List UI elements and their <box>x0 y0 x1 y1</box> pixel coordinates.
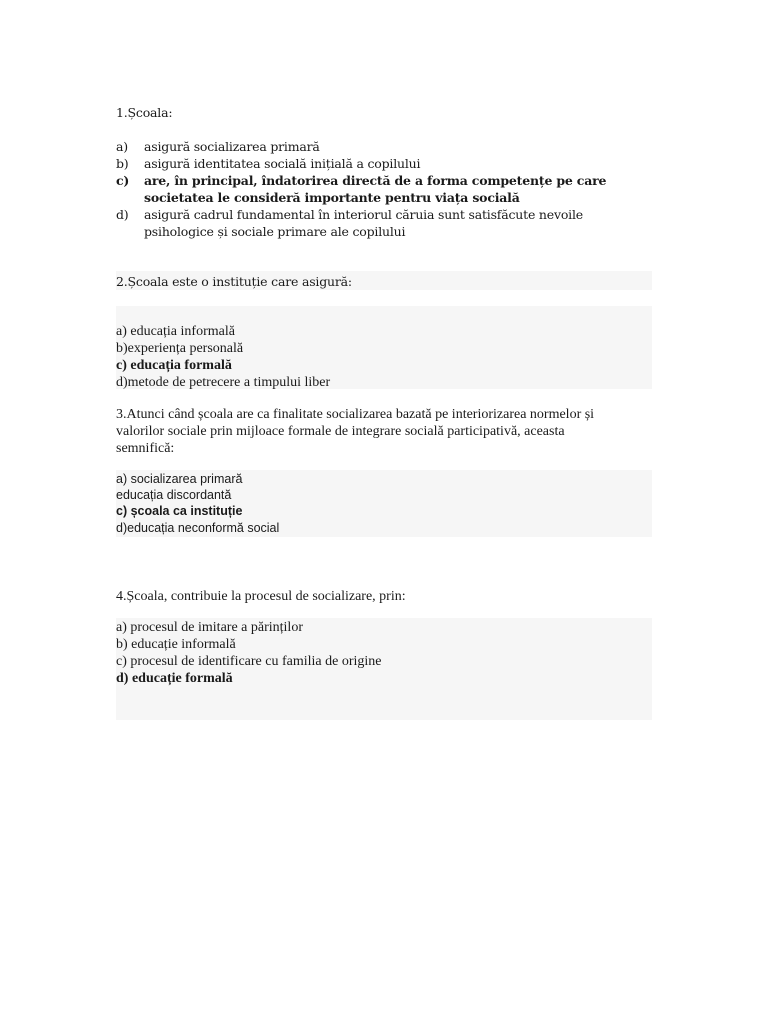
q1-option-c <box>116 172 607 189</box>
q4-option-c: c) procesul de identificare cu familia de origine <box>116 654 382 669</box>
q2-title: 2.Școala este o instituție care asigură: <box>116 274 352 289</box>
q2-option-d: d)metode de petrecere a timpului liber <box>116 375 331 390</box>
q2-option-a: a) educația informală <box>116 324 235 339</box>
q1-option-b <box>116 155 421 172</box>
q4-option-b: b) educație informală <box>116 637 236 652</box>
q1-title: 1.Școala: <box>116 105 173 120</box>
q3-option-a: a) socializarea primară <box>116 472 243 486</box>
q3-option-b: educația discordantă <box>116 488 232 502</box>
q1-option-a-text: asigură socializarea primară <box>144 139 320 154</box>
q1-option-d-text: asigură cadrul fundamental în interiorul căruia sunt satisfăcute nevoile <box>144 207 583 222</box>
q1-option-c-label: c) <box>116 173 130 188</box>
q2-option-b: b)experiența personală <box>116 341 244 356</box>
q3-title-line-2: valorilor sociale prin mijloace formale de integrare socială participativă, aceasta <box>116 424 565 439</box>
q3-option-d: d)educația neconformă social <box>116 521 280 535</box>
q1-option-d-continued: psihologice și sociale primare ale copilului <box>144 224 406 239</box>
q4-title: 4.Școala, contribuie la procesul de socializare, prin: <box>116 589 406 604</box>
q1-option-a-label: a) <box>116 139 128 154</box>
q3-option-c: c) școala ca instituție <box>116 504 243 518</box>
q1-option-d-label: d) <box>116 207 129 222</box>
q2-option-c: c) educația formală <box>116 358 232 373</box>
q1-option-a <box>116 138 320 155</box>
q4-option-a: a) procesul de imitare a părinților <box>116 620 303 635</box>
q1-option-c-text: are, în principal, îndatorirea directă de a forma competențe pe care <box>144 173 607 188</box>
q4-option-d: d) educație formală <box>116 671 233 686</box>
q1-option-b-label: b) <box>116 156 129 171</box>
q1-option-d <box>116 206 583 223</box>
q3-title-line-3: semnifică: <box>116 441 175 456</box>
q1-option-b-text: asigură identitatea socială inițială a copilului <box>144 156 421 171</box>
q1-option-c-continued: societatea le consideră importante pentru viața socială <box>144 190 520 205</box>
q3-title-line-1: 3.Atunci când școala are ca finalitate socializarea bazată pe interiorizarea normelor și <box>116 407 595 422</box>
